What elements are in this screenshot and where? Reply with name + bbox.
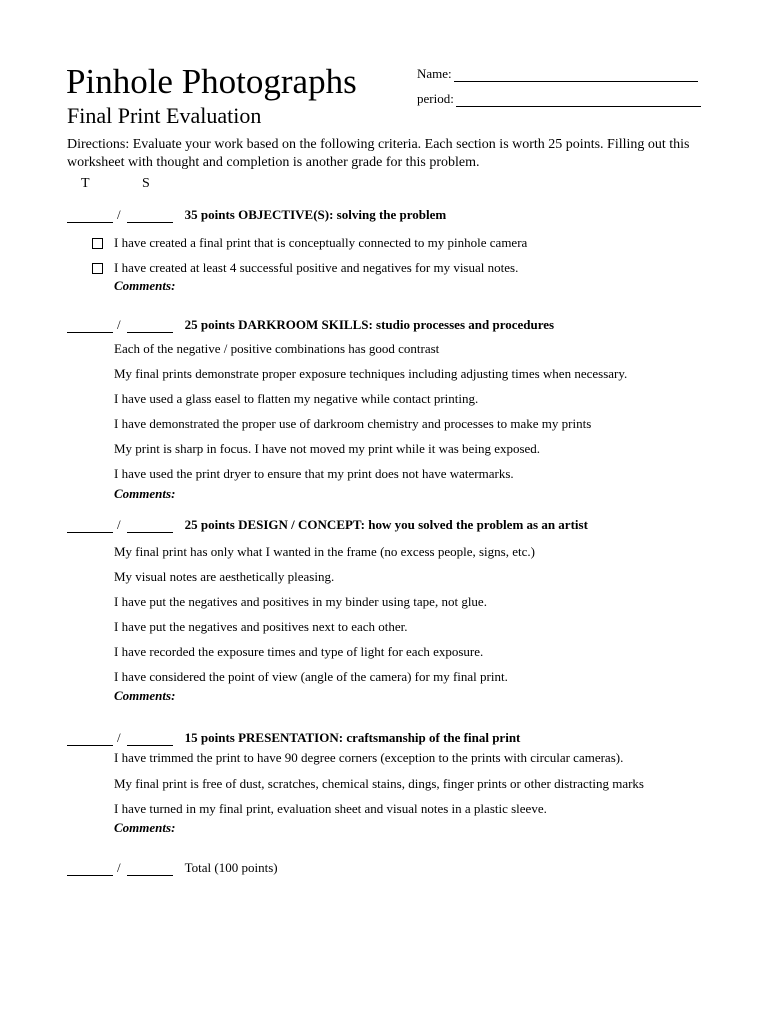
teacher-score-blank[interactable] xyxy=(67,863,113,876)
name-line[interactable] xyxy=(454,69,698,82)
student-score-blank[interactable] xyxy=(127,320,173,333)
comments-label: Comments: xyxy=(114,278,176,293)
section-design-score xyxy=(67,517,588,533)
page-title: Pinhole Photographs xyxy=(66,62,357,101)
criteria-item: I have created a final print that is conceptually connected to my pinhole camera xyxy=(114,235,528,250)
total-score xyxy=(67,860,278,876)
page-subtitle: Final Print Evaluation xyxy=(67,103,262,128)
section-heading: 35 points OBJECTIVE(S): solving the problem xyxy=(184,207,447,222)
criteria-item: My final print is free of dust, scratches, chemical stains, dings, finger prints or other distracting marks xyxy=(114,776,644,791)
section-objective-score xyxy=(67,207,446,223)
directions-text: Directions: Evaluate your work based on the following criteria. Each section is worth 25 points. Filling out this worksheet with thought and completion is another grade for this problem. xyxy=(67,137,690,170)
criteria-item: My final print has only what I wanted in the frame (no excess people, signs, etc.) xyxy=(114,544,535,559)
score-slash: / xyxy=(117,317,121,332)
student-score-blank[interactable] xyxy=(127,210,173,223)
criteria-item: I have turned in my final print, evaluation sheet and visual notes in a plastic sleeve. xyxy=(114,801,547,816)
checkbox[interactable] xyxy=(92,263,103,274)
section-darkroom-score xyxy=(67,317,554,333)
criteria-item: I have put the negatives and positives in my binder using tape, not glue. xyxy=(114,594,487,609)
comments-label: Comments: xyxy=(114,688,176,703)
score-slash: / xyxy=(117,207,121,222)
comments-label: Comments: xyxy=(114,486,176,501)
criteria-item: I have considered the point of view (angle of the camera) for my final print. xyxy=(114,669,508,684)
teacher-score-blank[interactable] xyxy=(67,520,113,533)
teacher-score-blank[interactable] xyxy=(67,733,113,746)
teacher-column-label: T xyxy=(81,176,90,191)
student-score-blank[interactable] xyxy=(127,863,173,876)
student-column-label: S xyxy=(142,176,150,191)
section-presentation-score xyxy=(67,730,520,746)
criteria-item: I have trimmed the print to have 90 degree corners (exception to the prints with circular cameras). xyxy=(114,750,624,765)
criteria-item: I have recorded the exposure times and type of light for each exposure. xyxy=(114,644,484,659)
criteria-item: I have put the negatives and positives next to each other. xyxy=(114,619,408,634)
student-score-blank[interactable] xyxy=(127,733,173,746)
section-heading: 25 points DESIGN / CONCEPT: how you solved the problem as an artist xyxy=(184,517,588,532)
total-label: Total (100 points) xyxy=(184,860,278,875)
score-slash: / xyxy=(117,860,121,875)
name-label: Name: xyxy=(417,66,452,81)
score-slash: / xyxy=(117,517,121,532)
criteria-item: I have created at least 4 successful positive and negatives for my visual notes. xyxy=(114,260,519,275)
student-score-blank[interactable] xyxy=(127,520,173,533)
teacher-score-blank[interactable] xyxy=(67,210,113,223)
score-slash: / xyxy=(117,730,121,745)
criteria-item: I have used a glass easel to flatten my negative while contact printing. xyxy=(114,391,479,406)
checkbox[interactable] xyxy=(92,238,103,249)
name-field[interactable] xyxy=(417,66,698,82)
criteria-item: I have used the print dryer to ensure that my print does not have watermarks. xyxy=(114,466,514,481)
section-heading: 25 points DARKROOM SKILLS: studio processes and procedures xyxy=(184,317,555,332)
criteria-item: Each of the negative / positive combinations has good contrast xyxy=(114,341,440,356)
criteria-item: My final prints demonstrate proper exposure techniques including adjusting times when necessary. xyxy=(114,366,628,381)
criteria-item: My print is sharp in focus. I have not moved my print while it was being exposed. xyxy=(114,441,541,456)
period-line[interactable] xyxy=(456,94,701,107)
criteria-item: My visual notes are aesthetically pleasing. xyxy=(114,569,335,584)
teacher-score-blank[interactable] xyxy=(67,320,113,333)
section-heading: 15 points PRESENTATION: craftsmanship of the final print xyxy=(184,730,521,745)
comments-label: Comments: xyxy=(114,820,176,835)
period-label: period: xyxy=(417,91,454,106)
criteria-item: I have demonstrated the proper use of darkroom chemistry and processes to make my prints xyxy=(114,416,592,431)
period-field[interactable] xyxy=(417,91,701,107)
